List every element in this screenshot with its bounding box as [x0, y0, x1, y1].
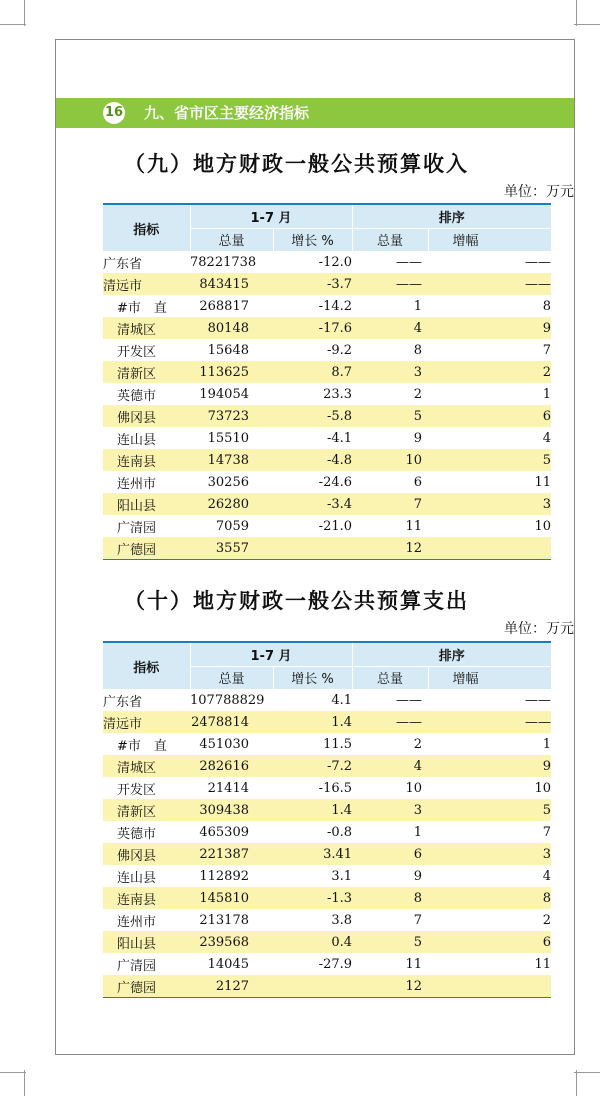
- rank-growth-value: ——: [525, 692, 552, 708]
- indicator-header: 指标: [103, 642, 190, 689]
- rank-growth-value: 10: [534, 780, 552, 796]
- row-name: 清城区: [103, 317, 190, 339]
- rank-growth-value: 8: [428, 887, 551, 909]
- section-banner: [56, 98, 575, 128]
- rank-growth-value: 3: [428, 493, 551, 515]
- row-name: 连南县: [103, 449, 190, 471]
- income-section-title: （九）地方财政一般公共预算收入: [124, 152, 469, 176]
- total-value: 112892: [199, 868, 249, 884]
- row-name: 阳山县: [103, 493, 190, 515]
- row-name: 佛冈县: [103, 405, 190, 427]
- total-value: 843415: [190, 273, 273, 295]
- table-row: [103, 865, 551, 887]
- growth-value: -24.6: [318, 474, 353, 490]
- row-name: 清新区: [103, 361, 190, 383]
- table-row: [103, 733, 551, 755]
- growth-value: -17.6: [273, 317, 352, 339]
- table-row: [103, 821, 551, 843]
- total-value: 80148: [190, 317, 273, 339]
- table-row: [103, 361, 551, 383]
- table-row: [103, 975, 551, 998]
- growth-value: -4.8: [273, 449, 352, 471]
- growth-value: -9.2: [326, 342, 353, 358]
- growth-value: -16.5: [318, 780, 353, 796]
- table-row: [103, 339, 551, 361]
- rank-growth-value: 7: [542, 824, 552, 840]
- table-row: [103, 953, 551, 975]
- total-value: 194054: [199, 386, 249, 402]
- income-unit-label: 单位：万元: [504, 184, 574, 200]
- total-value: 14045: [207, 956, 249, 972]
- crop-mark: [0, 24, 26, 25]
- table-row: [103, 689, 551, 711]
- rank-total-value: 5: [352, 405, 428, 427]
- total-value: 26280: [190, 493, 273, 515]
- crop-mark: [574, 24, 600, 25]
- row-name: 清新区: [103, 799, 190, 821]
- rank-total-value: 7: [413, 912, 423, 928]
- total-value: 465309: [199, 824, 249, 840]
- row-name: 连州市: [117, 476, 157, 492]
- rank-growth-value: 6: [428, 405, 551, 427]
- rank-growth-header: 增幅: [428, 666, 551, 689]
- total-value: 30256: [207, 474, 249, 490]
- growth-header: 增长 %: [273, 228, 352, 251]
- table-row: [103, 405, 551, 427]
- growth-header: 增长 %: [273, 666, 352, 689]
- rank-total-value: ——: [396, 692, 423, 708]
- expense-section-title: （十）地方财政一般公共预算支出: [124, 589, 469, 613]
- rank-growth-value: ——: [428, 711, 551, 733]
- rank-header: 排序: [352, 642, 551, 666]
- rank-growth-value: 11: [534, 956, 552, 972]
- rank-growth-value: 5: [428, 449, 551, 471]
- rank-growth-value: 1: [542, 736, 552, 752]
- growth-value: -3.7: [273, 273, 352, 295]
- growth-value: -12.0: [318, 254, 353, 270]
- rank-total-value: 6: [352, 843, 428, 865]
- row-name: 广清园: [117, 520, 157, 536]
- growth-value: 1.4: [273, 799, 352, 821]
- table-row: [103, 251, 551, 273]
- rank-growth-value: 11: [534, 474, 552, 490]
- rank-total-value: 11: [405, 518, 423, 534]
- total-value: 73723: [190, 405, 273, 427]
- total-value: 78221738: [190, 254, 257, 270]
- row-name: 广东省: [103, 694, 143, 710]
- table-row: [103, 887, 551, 909]
- rank-growth-header: 增幅: [428, 228, 551, 251]
- table-row: [103, 273, 551, 295]
- row-name: #市 直: [117, 738, 167, 754]
- crop-mark: [576, 0, 577, 26]
- table-row: [103, 711, 551, 733]
- rank-growth-value: 6: [428, 931, 551, 953]
- rank-growth-value: 9: [428, 317, 551, 339]
- rank-total-value: 3: [352, 361, 428, 383]
- crop-mark: [24, 0, 25, 26]
- period-header: 1-7 月: [190, 204, 352, 228]
- banner-title: 九、省市区主要经济指标: [144, 104, 310, 122]
- rank-growth-value: ——: [525, 254, 552, 270]
- growth-value: -21.0: [318, 518, 353, 534]
- row-name: #市 直: [117, 300, 167, 316]
- growth-value: -27.9: [318, 956, 353, 972]
- row-name: 广清园: [117, 958, 157, 974]
- growth-value: 11.5: [323, 736, 353, 752]
- rank-total-value: 11: [405, 956, 423, 972]
- rank-total-value: 7: [352, 493, 428, 515]
- rank-total-header: 总量: [352, 666, 428, 689]
- indicator-header: 指标: [103, 204, 190, 251]
- crop-mark: [0, 1072, 26, 1073]
- rank-total-value: ——: [352, 711, 428, 733]
- growth-value: 4.1: [331, 692, 353, 708]
- row-name: 广德园: [103, 537, 190, 560]
- table-row: [103, 537, 551, 560]
- rank-growth-value: 4: [542, 868, 552, 884]
- growth-value: -1.3: [273, 887, 352, 909]
- rank-growth-value: 2: [542, 912, 552, 928]
- rank-total-value: 12: [352, 975, 428, 998]
- table-row: [103, 449, 551, 471]
- rank-growth-value: 8: [542, 298, 552, 314]
- total-value: 2478814: [190, 711, 273, 733]
- row-name: 清城区: [103, 755, 190, 777]
- row-name: 开发区: [117, 344, 157, 360]
- rank-total-value: 8: [413, 342, 423, 358]
- total-value: 21414: [207, 780, 249, 796]
- row-name: 连州市: [117, 914, 157, 930]
- expense-table: [103, 641, 551, 998]
- table-row: [103, 427, 551, 449]
- expense-unit-label: 单位：万元: [504, 621, 574, 637]
- rank-total-value: 4: [352, 317, 428, 339]
- total-value: 7059: [215, 518, 249, 534]
- growth-value: 3.1: [331, 868, 353, 884]
- rank-growth-value: 9: [428, 755, 551, 777]
- rank-total-header: 总量: [352, 228, 428, 251]
- growth-value: [273, 537, 352, 560]
- row-name: 清远市: [103, 711, 190, 733]
- rank-total-value: ——: [396, 254, 423, 270]
- row-name: 连南县: [103, 887, 190, 909]
- page-number-badge: [103, 102, 125, 124]
- growth-value: 8.7: [273, 361, 352, 383]
- total-value: 107788829: [190, 692, 265, 708]
- growth-value: 1.4: [273, 711, 352, 733]
- growth-value: 3.41: [273, 843, 352, 865]
- growth-value: -0.8: [326, 824, 353, 840]
- table-row: [103, 317, 551, 339]
- growth-value: -4.1: [326, 430, 353, 446]
- rank-total-value: 9: [413, 868, 423, 884]
- total-header: 总量: [190, 666, 273, 689]
- rank-growth-value: [428, 975, 551, 998]
- rank-growth-value: 1: [542, 386, 552, 402]
- row-name: 阳山县: [103, 931, 190, 953]
- rank-total-value: 12: [352, 537, 428, 560]
- crop-mark: [574, 1072, 600, 1073]
- rank-total-value: 1: [413, 298, 423, 314]
- rank-total-value: 1: [413, 824, 423, 840]
- row-name: 连山县: [117, 870, 157, 886]
- rank-growth-value: 2: [428, 361, 551, 383]
- rank-total-value: 5: [352, 931, 428, 953]
- rank-growth-value: [428, 537, 551, 560]
- total-value: 2127: [190, 975, 273, 998]
- total-value: 451030: [199, 736, 249, 752]
- rank-growth-value: 7: [542, 342, 552, 358]
- rank-total-value: 8: [352, 887, 428, 909]
- crop-mark: [24, 1070, 25, 1096]
- row-name: 清远市: [103, 273, 190, 295]
- row-name: 广东省: [103, 256, 143, 272]
- rank-total-value: 9: [413, 430, 423, 446]
- total-value: 282616: [190, 755, 273, 777]
- rank-total-value: 4: [352, 755, 428, 777]
- document-page: [55, 39, 575, 1055]
- total-value: 15510: [207, 430, 249, 446]
- rank-growth-value: 10: [534, 518, 552, 534]
- table-row: [103, 931, 551, 953]
- row-name: 连山县: [117, 432, 157, 448]
- table-row: [103, 799, 551, 821]
- rank-header: 排序: [352, 204, 551, 228]
- table-row: [103, 383, 551, 405]
- row-name: 英德市: [117, 388, 157, 404]
- rank-growth-value: ——: [428, 273, 551, 295]
- growth-value: -5.8: [273, 405, 352, 427]
- rank-total-value: 2: [413, 736, 423, 752]
- row-name: 佛冈县: [103, 843, 190, 865]
- total-header: 总量: [190, 228, 273, 251]
- period-header: 1-7 月: [190, 642, 352, 666]
- table-row: [103, 515, 551, 537]
- total-value: 14738: [190, 449, 273, 471]
- rank-total-value: 3: [352, 799, 428, 821]
- total-value: 145810: [190, 887, 273, 909]
- table-row: [103, 471, 551, 493]
- growth-value: -14.2: [318, 298, 353, 314]
- table-row: [103, 777, 551, 799]
- rank-total-value: 6: [413, 474, 423, 490]
- crop-mark: [576, 1070, 577, 1096]
- growth-value: -7.2: [273, 755, 352, 777]
- total-value: 239568: [190, 931, 273, 953]
- rank-total-value: 2: [413, 386, 423, 402]
- growth-value: -3.4: [273, 493, 352, 515]
- page-number: 16: [104, 105, 124, 120]
- growth-value: [273, 975, 352, 998]
- rank-total-value: 10: [405, 780, 423, 796]
- table-row: [103, 909, 551, 931]
- total-value: 309438: [190, 799, 273, 821]
- growth-value: 23.3: [323, 386, 353, 402]
- total-value: 15648: [207, 342, 249, 358]
- table-row: [103, 295, 551, 317]
- total-value: 213178: [199, 912, 249, 928]
- row-name: 广德园: [103, 975, 190, 998]
- rank-total-value: ——: [352, 273, 428, 295]
- table-row: [103, 493, 551, 515]
- income-table: [103, 203, 551, 560]
- total-value: 268817: [199, 298, 249, 314]
- growth-value: 3.8: [331, 912, 353, 928]
- total-value: 3557: [190, 537, 273, 560]
- total-value: 221387: [190, 843, 273, 865]
- table-row: [103, 843, 551, 865]
- rank-growth-value: 4: [542, 430, 552, 446]
- growth-value: 0.4: [273, 931, 352, 953]
- rank-total-value: 10: [352, 449, 428, 471]
- row-name: 开发区: [117, 782, 157, 798]
- rank-growth-value: 5: [428, 799, 551, 821]
- table-row: [103, 755, 551, 777]
- rank-growth-value: 3: [428, 843, 551, 865]
- total-value: 113625: [190, 361, 273, 383]
- row-name: 英德市: [117, 826, 157, 842]
